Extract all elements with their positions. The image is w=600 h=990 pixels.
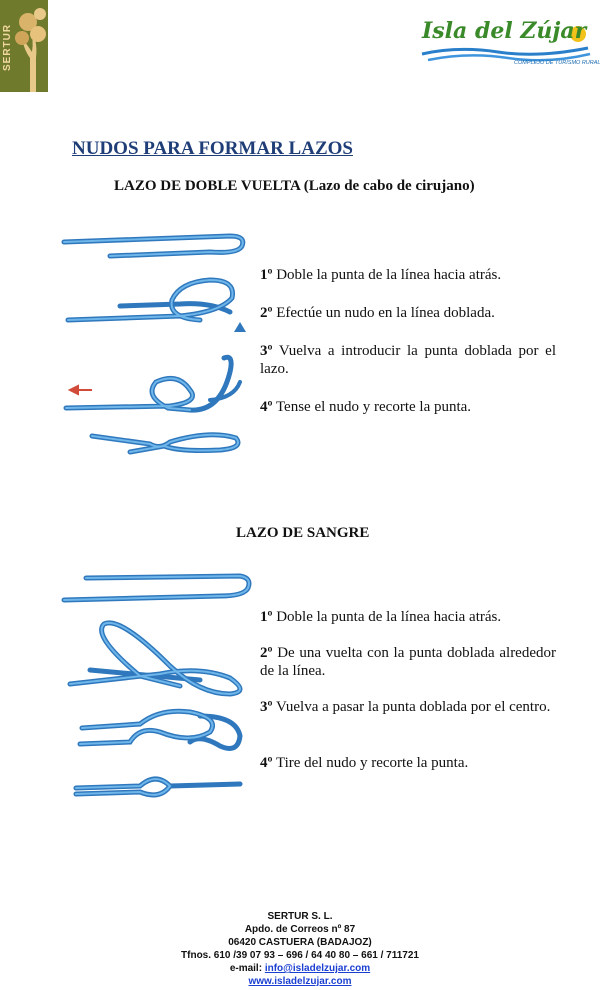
footer-address1: Apdo. de Correos nº 87 <box>244 924 356 935</box>
isla-logo-subtitle: COMPLEJO DE TURISMO RURAL <box>514 60 600 66</box>
knot2-step-4: 4º Tire del nudo y recorte la punta. <box>260 755 469 771</box>
isla-logo-title: Isla del Zújar <box>422 18 587 44</box>
knot1-step-2: 2º Efectúe un nudo en la línea doblada. <box>260 305 495 321</box>
knot2-step-2: 2º De una vuelta con la punta doblada alrededor de la línea. <box>260 645 556 679</box>
knot1-step-3: 3º Vuelva a introducir la punta doblada por el lazo. <box>260 343 556 377</box>
tree-icon <box>0 0 48 92</box>
knot1-illustration <box>60 222 250 462</box>
left-arrow-icon <box>70 386 92 394</box>
website-link[interactable]: www.isladelzujar.com <box>248 976 352 987</box>
knot2-title: LAZO DE SANGRE <box>236 525 370 541</box>
knot1-title: LAZO DE DOBLE VUELTA (Lazo de cabo de cirujano) <box>114 178 475 194</box>
knot1-step-4: 4º Tense el nudo y recorte la punta. <box>260 399 472 415</box>
section-title: NUDOS PARA FORMAR LAZOS <box>72 138 353 159</box>
up-arrow-icon <box>234 322 246 332</box>
footer-address2: 06420 CASTUERA (BADAJOZ) <box>228 937 372 948</box>
knot2-step-1: 1º Doble la punta de la línea hacia atrás. <box>260 609 502 625</box>
knot2-illustration <box>60 566 260 810</box>
sertur-logo-text: SERTUR <box>2 23 13 71</box>
sertur-logo <box>0 0 48 92</box>
footer <box>0 910 600 988</box>
footer-company: SERTUR S. L. <box>267 911 333 922</box>
footer-phones: Tfnos. 610 /39 07 93 – 696 / 64 40 80 – 661 / 711721 <box>181 950 419 961</box>
knot1-step-1: 1º Doble la punta de la línea hacia atrás. <box>260 267 502 283</box>
email-link[interactable]: info@isladelzujar.com <box>264 963 371 974</box>
footer-email-line: e-mail: info@isladelzujar.com <box>229 963 371 974</box>
isla-del-zujar-logo <box>418 14 600 76</box>
knot2-step-3: 3º Vuelva a pasar la punta doblada por el centro. <box>260 699 551 715</box>
